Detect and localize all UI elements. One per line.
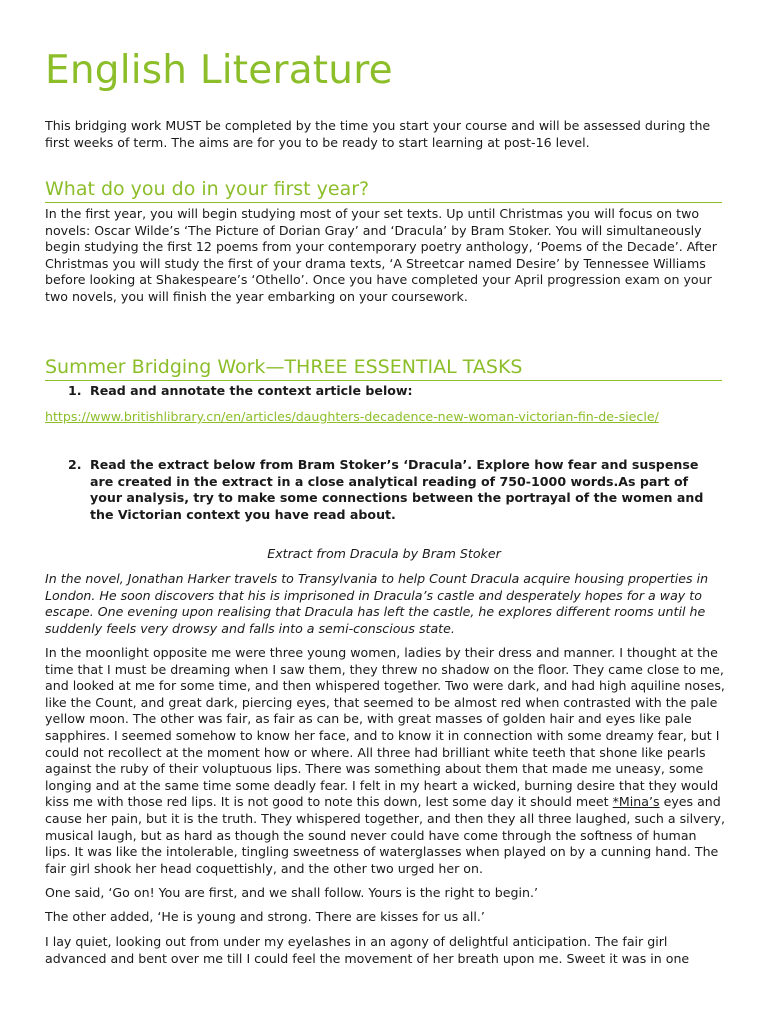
- extract-summary: In the novel, Jonathan Harker travels to Transylvania to help Count Dracula acquire housing properties in London. He soon discovers that his is imprisoned in Dracula’s castle and desperately hopes for a way to escape. One evening upon realising that Dracula has left the castle, he explores different rooms until he suddenly feels very drowsy and falls into a semi-conscious state.: [45, 571, 709, 636]
- task-2-number: 2.: [68, 457, 82, 472]
- context-article-link[interactable]: https://www.britishlibrary.cn/en/articles/daughters-decadence-new-woman-victorian-fin-de-siecle/: [45, 409, 659, 424]
- page-title: English Literature: [45, 48, 393, 93]
- task-2: [68, 457, 723, 523]
- bridging-work-heading: Summer Bridging Work—THREE ESSENTIAL TASKS: [45, 356, 722, 381]
- task-2-text: Read the extract below from Bram Stoker’s ‘Dracula’. Explore how fear and suspense are created in the extract in a close analytical reading of 750-1000 words.As part of your analysis, try to make some connections between the portrayal of the women and the Victorian context you have read about.: [90, 457, 704, 522]
- extract-paragraph-3: The other added, ‘He is young and strong. There are kisses for us all.’: [45, 909, 485, 924]
- task-1-text: Read and annotate the context article below:: [90, 383, 413, 398]
- task-1-number: 1.: [68, 383, 82, 398]
- extract-paragraph-2: One said, ‘Go on! You are first, and we shall follow. Yours is the right to begin.’: [45, 885, 538, 900]
- extract-paragraph-1: [45, 645, 725, 877]
- task-1: [68, 383, 723, 400]
- extract-paragraph-1-part-b: eyes and cause her pain, but it is the truth. They whispered together, and then they all three laughed, such a silvery, musical laugh, but as hard as though the sound never could have come through the softness of human lips. It was like the intolerable, tingling sweetness of waterglasses when played on by a cunning hand. The fair girl shook her head coquettishly, and the other two urged her on.: [45, 794, 726, 876]
- extract-paragraph-4: I lay quiet, looking out from under my eyelashes in an agony of delightful anticipation. The fair girl advanced and bent over me till I could feel the movement of her breath upon me. Sweet it was in one: [45, 934, 690, 966]
- mina-footnote-reference: *Mina’s: [612, 794, 660, 810]
- first-year-paragraph: In the first year, you will begin studying most of your set texts. Up until Christmas you will focus on two novels: Oscar Wilde’s ‘The Picture of Dorian Gray’ and ‘Dracula’ by Bram Stoker. You will simultaneously begin studying the first 12 poems from your contemporary poetry anthology, ‘Poems of the Decade’. After Christmas you will study the first of your drama texts, ‘A Streetcar named Desire’ by Tennessee Williams before looking at Shakespeare’s ‘Othello’. Once you have completed your April progression exam on your two novels, you will finish the year embarking on your coursework.: [45, 206, 717, 304]
- extract-title: Extract from Dracula by Bram Stoker: [267, 546, 501, 561]
- extract-paragraph-1-part-a: In the moonlight opposite me were three young women, ladies by their dress and manner. I thought at the time that I must be dreaming when I saw them, they threw no shadow on the floor. They came close to me, and looked at me for some time, and then whispered together. Two were dark, and had high aquiline noses, like the Count, and great dark, piercing eyes, that seemed to be almost red when contrasted with the pale yellow moon. The other was fair, as fair as can be, with great masses of golden hair and eyes like pale sapphires. I seemed somehow to know her face, and to know it in connection with some dreamy fear, but I could not recollect at the moment how or where. All three had brilliant white teeth that shone like pearls against the ruby of their voluptuous lips. There was something about them that made me uneasy, some longing and at the same time some deadly fear. I felt in my heart a wicked, burning desire that they would kiss me with those red lips. It is not good to note this down, lest some day it should meet: [45, 645, 725, 810]
- first-year-heading: What do you do in your first year?: [45, 178, 722, 203]
- intro-paragraph: This bridging work MUST be completed by the time you start your course and will be assessed during the first weeks of term. The aims are for you to be ready to start learning at post-16 level.: [45, 118, 711, 150]
